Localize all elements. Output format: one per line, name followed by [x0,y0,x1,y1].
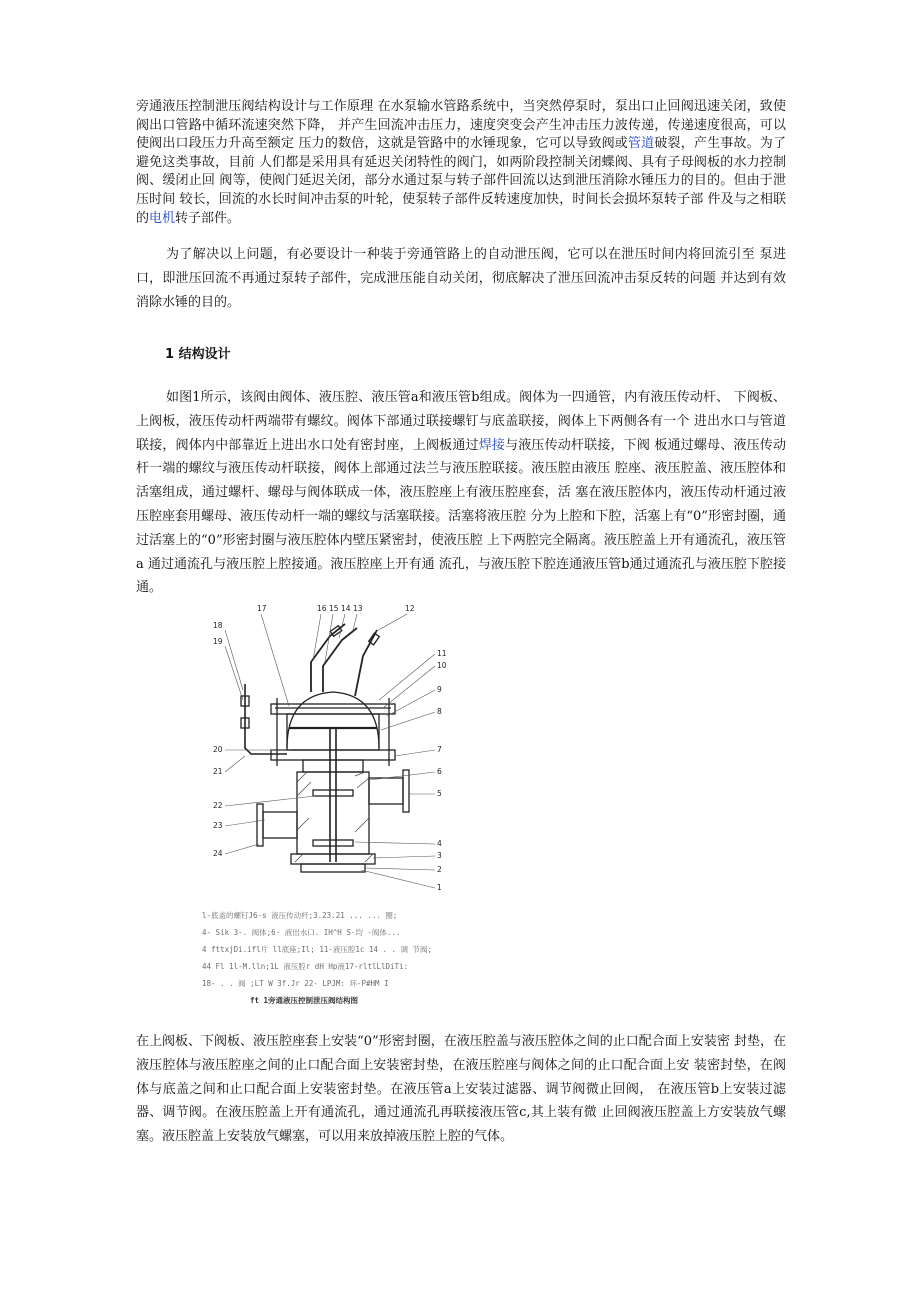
caption-title: ft 1旁通液压控制泄压阀结构图 [250,996,359,1005]
caption-line: 18- . . 阀 ;LT W 3f.Jr 22- LPJM: 环-P#HM I [202,979,389,988]
callout-19: 19 [213,637,223,646]
callout-13: 13 [353,604,363,613]
cover-flange [271,704,395,714]
callout-24: 24 [213,849,223,858]
lower-valve-plate [313,840,353,846]
callout-21: 21 [213,767,223,776]
section-heading: 1 结构设计 [165,347,231,362]
structure-text-1: 如图1所示，该阀由阀体、液压腔、液压管a和液压管b组成。阀体为一四通管，内有液压传动杆、 下阀板、上阀板，液压传动杆两端带有螺纹。阀体下部通过联接螺钉与底盖联接，阀体上下两侧各有一个 进出水口与管道联接，阀体内中部靠近上进出水口处有密封座，上阀板通过 [136,390,786,453]
hydraulic-pipe-b [245,684,287,754]
pipeline-link[interactable]: 管道 [627,136,655,152]
callout-4: 4 [437,839,442,848]
upper-valve-plate [313,790,353,796]
problem-paragraph: 为了解决以上问题，有必要设计一种装于旁通管路上的自动泄压阀，它可以在泄压时间内将回流引至 泵进口，即泄压回流不再通过泵转子部件，完成泄压能自动关闭，彻底解决了泄压回流冲击泵反转的问题 并达到有效消除水锤的目的。 [136,247,786,310]
caption-line: 4 fttxjDi.ifl片 ll底座;Il; 11-液压腔1c 14 . . 调 节阀; [202,945,433,954]
callout-23: 23 [213,821,223,830]
structure-paragraph [136,386,786,600]
callout-11: 11 [437,649,447,658]
motor-link[interactable]: 电机 [149,210,176,226]
callout-9: 9 [437,685,442,694]
callout-8: 8 [437,707,442,716]
callout-1: 1 [437,883,442,892]
callout-22: 22 [213,801,223,810]
caption-line: 44 Fl 1l-M.lln;1L 液压腔r dH Hp液17-rltlLlDiTi: [202,962,409,971]
callout-18: 18 [213,621,223,630]
intro-text-1: 旁通液压控制泄压阀结构设计与工作原理 在水泵输水管路系统中，当突然停泵时，泵出口止回阀迅速关闭，致使阀出口管路中循环流速突然下降， 并产生回流冲击压力，速度突变会产生冲击压力波传递，传递速度很高，可以使阀出口段压力升高至额定 压力的数倍，这就是管路中的水锤现象，它可以导致阀或 [136,99,786,152]
callout-2: 2 [437,865,442,874]
figure-caption [202,906,462,1014]
caption-line: 4- Sik 3-. 阀体;6- 液出水口. IH^H S-均 -阀体... [202,928,401,937]
chamber-seat-flange [271,750,395,760]
callout-14: 14 [341,604,351,613]
callout-17: 17 [257,604,267,613]
valve-structure-figure [205,600,455,900]
bottom-cover [301,864,365,872]
callout-20: 20 [213,745,223,754]
intro-paragraph [136,98,786,228]
chamber-body [287,714,379,750]
callout-6: 6 [437,767,442,776]
welding-link[interactable]: 焊接 [478,437,506,453]
caption-line: l-底盖的螺钉J6-s 液压传动杆;3.23.21 ... ... 圈; [202,911,398,920]
callout-10: 10 [437,661,447,670]
callout-5: 5 [437,789,442,798]
hydraulic-pipe-c [355,630,377,696]
callout-15: 15 [329,604,339,613]
callout-3: 3 [437,851,442,860]
intro-text-2: 破裂，产生事故。为了避免这类事故，目前 人们都是采用具有延迟关闭特性的阀门，如两阶段控制关闭蝶阀、具有子母阀板的水力控制阀、缓闭止回 阀等，使阀门延迟关闭，部分水通过泵与转子部件回流以达到泄压消除水锤压力的目的。但由于泄压时间 较长，回流的水长时间冲击泵的叶轮，使泵转子部件反转速度加快，时间长会损坏泵转子部 件及与之相联的 [136,136,786,226]
intro-text-3: 转子部件。 [175,210,241,226]
structure-text-2: 与液压传动杆联接，下阀 板通过螺母、液压传动杆一端的螺纹与液压传动杆联接，阀体上部通过法兰与液压腔联接。液压腔由液压 腔座、液压腔盖、液压腔体和活塞组成，通过螺杆、螺母与阀体联成一体，液压腔座上有液压腔座套，活 塞在液压腔体内，液压传动杆通过液压腔座套用螺母、液压传动杆一端的螺纹与活塞联接。活塞将液压腔 分为上腔和下腔，活塞上有“0”形密封圈，通过活塞上的“0”形密封圈与液压腔体内壁压紧密封，使液压腔 上下两腔完全隔离。液压腔盖上开有通流孔，液压管 a 通过通流孔与液压腔上腔接通。液压腔座上开有通 流孔，与液压腔下腔连通液压管b通过通流孔与液压腔下腔接通。 [136,437,786,596]
chamber-dome [287,692,379,748]
callout-16: 16 [317,604,327,613]
callout-7: 7 [437,745,442,754]
callout-12: 12 [405,604,415,613]
sealing-paragraph: 在上阀板、下阀板、液压腔座套上安装“0”形密封圈，在液压腔盖与液压腔体之间的止口配合面上安装密 封垫，在液压腔体与液压腔座之间的止口配合面上安装密封垫，在液压腔座与阀体之间的止口配合面上安 装密封垫，在阀体与底盖之间和止口配合面上安装密封垫。在液压管a上安装过滤器、调节阀微止回阀， 在液压管b上安装过滤器、调节阀。在液压腔盖上开有通流孔，通过通流孔再联接液压管c,其上装有微 止回阀液压腔盖上方安装放气螺塞。液压腔盖上安装放气螺塞，可以用来放掉液压腔上腔的气体。 [136,1034,786,1145]
valve-body [297,772,369,854]
